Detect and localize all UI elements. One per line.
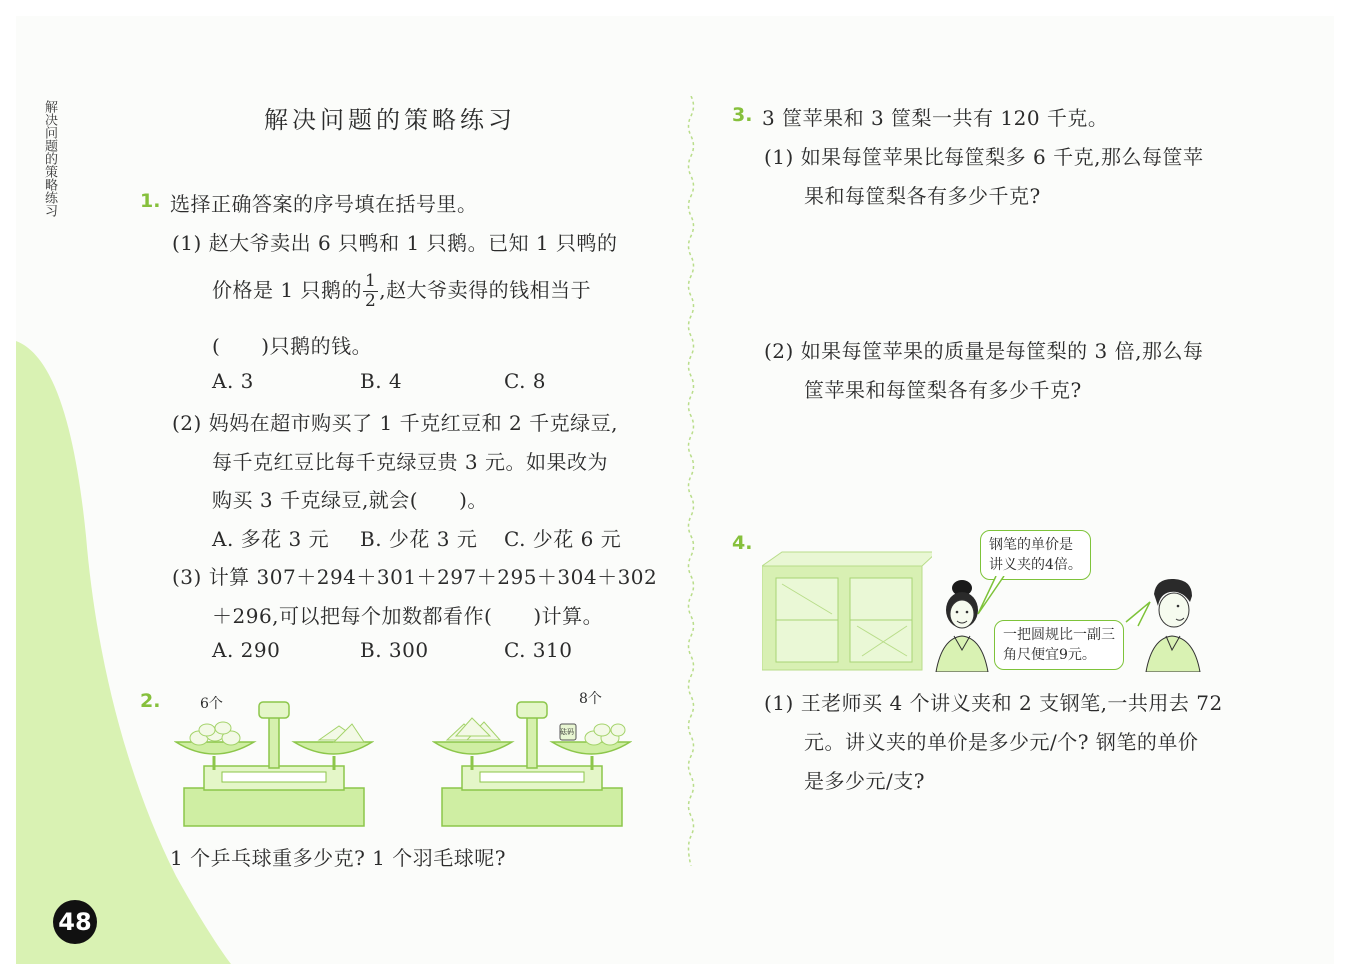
q1-part1-option-c: C. 8 — [504, 369, 547, 393]
side-chapter-label: 解决问题的策略练习 — [42, 100, 57, 217]
q1-part2-line2: 每千克红豆比每千克绿豆贵 3 元。如果改为 — [212, 450, 608, 474]
bubble1-line2: 讲义夹的4倍。 — [989, 557, 1082, 573]
q1-part1-line1: (1) 赵大爷卖出 6 只鸭和 1 只鹅。已知 1 只鸭的 — [172, 231, 618, 255]
speech-bubble-compass-price — [994, 620, 1124, 670]
question-1-number: 1. — [140, 190, 161, 212]
q3-part1-line2: 果和每筐梨各有多少千克? — [804, 184, 1041, 208]
q4-part1-line1: (1) 王老师买 4 个讲义夹和 2 支钢笔,一共用去 72 — [764, 691, 1223, 715]
question-3-stem: 3 筐苹果和 3 筐梨一共有 120 千克。 — [762, 106, 1109, 130]
question-4-number: 4. — [732, 532, 753, 554]
q4-part1-line2: 元。讲义夹的单价是多少元/个? 钢笔的单价 — [804, 730, 1199, 754]
balance-scale-2-icon — [432, 696, 632, 828]
speech-bubble-pen-price — [980, 530, 1091, 580]
balance-scale-1-icon — [174, 696, 374, 828]
workbook-page — [16, 16, 1334, 964]
question-2-number: 2. — [140, 690, 161, 712]
q4-part1-line3: 是多少元/支? — [804, 769, 925, 793]
q1-part2-answer-blank[interactable]: 购买 3 千克绿豆,就会( )。 — [212, 488, 488, 512]
q1-part1-line2 — [212, 269, 591, 311]
cabinet-illustration — [762, 550, 932, 672]
q1-part2-option-b: B. 少花 3 元 — [360, 527, 478, 551]
q1-part3-option-c: C. 310 — [504, 638, 573, 662]
q1-part2-option-a: A. 多花 3 元 — [212, 527, 330, 551]
q3-part1-line1: (1) 如果每筐苹果比每筐梨多 6 千克,那么每筐苹 — [764, 145, 1204, 169]
scale-2-count-label: 8个 — [579, 691, 602, 707]
q1-part1-option-b: B. 4 — [360, 369, 403, 393]
bubble1-line1: 钢笔的单价是 — [989, 537, 1073, 553]
fraction-one-half — [363, 272, 378, 311]
q3-part2-line2: 筐苹果和每筐梨各有多少千克? — [804, 378, 1082, 402]
q1-part1-answer-blank[interactable]: ( )只鹅的钱。 — [212, 334, 373, 358]
q1-part1-line2-b: ,赵大爷卖得的钱相当于 — [379, 278, 592, 302]
q1-part2-option-c: C. 少花 6 元 — [504, 527, 622, 551]
question-3-number: 3. — [732, 104, 753, 126]
q1-part3-answer-blank[interactable]: ＋296,可以把每个加数都看作( )计算。 — [212, 604, 604, 628]
bubble2-tail — [1124, 600, 1152, 630]
q1-part1-line2-a: 价格是 1 只鹅的 — [212, 278, 362, 302]
q1-part2-line1: (2) 妈妈在超市购买了 1 千克红豆和 2 千克绿豆, — [172, 411, 618, 435]
q1-part3-option-a: A. 290 — [212, 638, 281, 662]
q1-part1-option-a: A. 3 — [212, 369, 254, 393]
bubble2-line1: 一把圆规比一副三 — [1003, 627, 1115, 643]
q1-part3-line1: (3) 计算 307＋294＋301＋297＋295＋304＋302 — [172, 565, 658, 589]
q1-part3-option-b: B. 300 — [360, 638, 429, 662]
question-2-text: 1 个乒乓球重多少克? 1 个羽毛球呢? — [170, 846, 506, 870]
bubble1-tail — [976, 576, 1006, 616]
fraction-denominator: 2 — [364, 291, 377, 311]
page-title: 解决问题的策略练习 — [264, 106, 516, 134]
page-number-badge: 48 — [53, 900, 97, 944]
center-divider — [684, 96, 698, 866]
scale-1-count-label: 6个 — [200, 696, 223, 712]
fraction-numerator: 1 — [364, 271, 377, 291]
bubble2-line2: 角尺便宜9元。 — [1003, 647, 1096, 663]
weight-label: 砝码 — [560, 728, 574, 736]
q3-part2-line1: (2) 如果每筐苹果的质量是每筐梨的 3 倍,那么每 — [764, 339, 1204, 363]
question-1-stem: 选择正确答案的序号填在括号里。 — [170, 192, 478, 216]
